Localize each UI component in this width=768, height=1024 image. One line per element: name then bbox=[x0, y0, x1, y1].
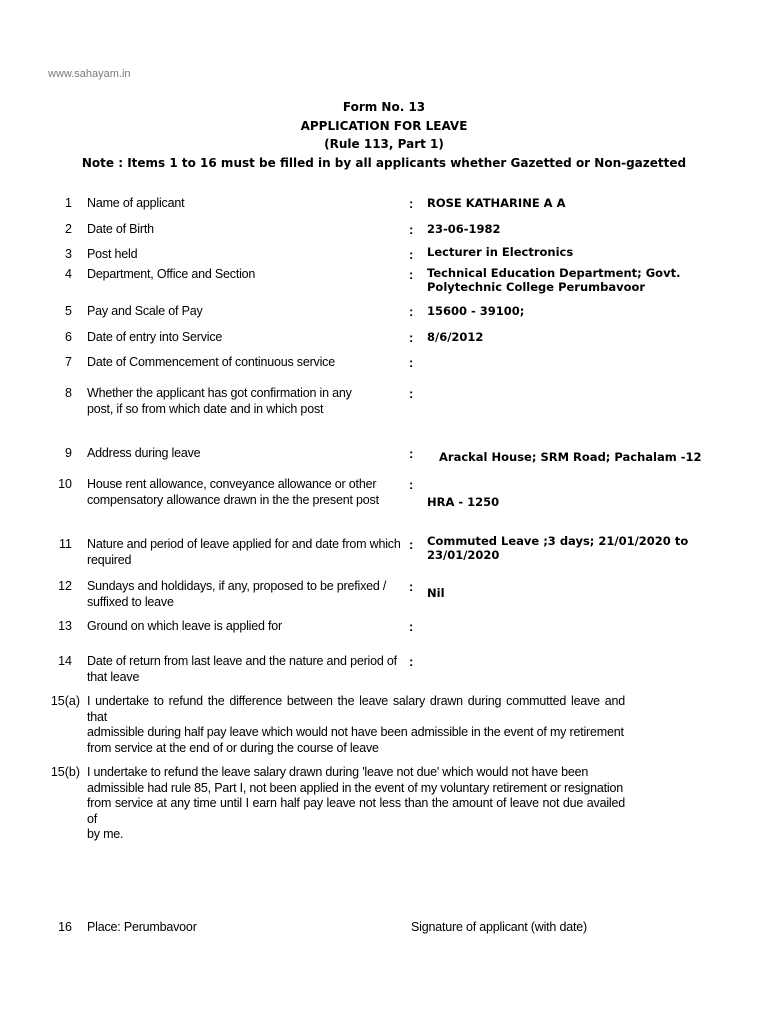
watermark: www.sahayam.in bbox=[48, 68, 131, 80]
item-colon: : bbox=[409, 196, 414, 211]
item-label: Name of applicant bbox=[87, 196, 185, 210]
item-number: 8 bbox=[65, 386, 72, 400]
item-value: Arackal House; SRM Road; Pachalam -12 bbox=[439, 450, 702, 464]
item-value: Nil bbox=[427, 586, 445, 600]
item-label: Date of entry into Service bbox=[87, 330, 223, 344]
item-value: ROSE KATHARINE A A bbox=[427, 196, 566, 210]
item-label: Post held bbox=[87, 247, 138, 261]
form-rule: (Rule 113, Part 1) bbox=[324, 137, 444, 151]
item-label: Department, Office and Section bbox=[87, 267, 256, 281]
item-label: Nature and period of leave applied for and date from which bbox=[87, 537, 401, 551]
item-colon: : bbox=[409, 355, 414, 370]
item-colon: : bbox=[409, 619, 414, 634]
item-label: House rent allowance, conveyance allowance or other bbox=[87, 477, 377, 491]
signature-label: Signature of applicant (with date) bbox=[411, 920, 587, 934]
form-note: Note : Items 1 to 16 must be filled in by all applicants whether Gazetted or Non-gazetted bbox=[81, 156, 687, 170]
item-colon: : bbox=[409, 579, 414, 594]
item-label: Date of return from last leave and the nature and period of bbox=[87, 654, 397, 668]
item-colon: : bbox=[409, 247, 414, 262]
item-number: 2 bbox=[65, 222, 72, 236]
place-label: Place: Perumbavoor bbox=[87, 920, 197, 934]
item-label: Date of Commencement of continuous service bbox=[87, 355, 335, 369]
item-colon: : bbox=[409, 304, 414, 319]
item-colon: : bbox=[409, 222, 414, 237]
item-number: 4 bbox=[65, 267, 72, 281]
item-number: 7 bbox=[65, 355, 72, 369]
item-colon: : bbox=[409, 654, 414, 669]
item-label: required bbox=[87, 552, 132, 567]
item-number: 13 bbox=[58, 619, 72, 633]
item-number: 1 bbox=[65, 196, 72, 210]
item-label: Whether the applicant has got confirmation in any bbox=[87, 386, 352, 400]
undertaking-15b bbox=[87, 765, 625, 843]
form-title: APPLICATION FOR LEAVE bbox=[300, 119, 468, 133]
item-label: Ground on which leave is applied for bbox=[87, 619, 283, 633]
item-label: that leave bbox=[87, 669, 140, 684]
item-number: 5 bbox=[65, 304, 72, 318]
item-value: Polytechnic College Perumbavoor bbox=[427, 279, 646, 294]
item-colon: : bbox=[409, 330, 414, 345]
undertaking-line: I undertake to refund the difference between the leave salary drawn during commutted leave and that bbox=[87, 694, 625, 724]
item-number: 10 bbox=[58, 477, 72, 491]
undertaking-line: I undertake to refund the leave salary drawn during 'leave not due' which would not have been bbox=[87, 765, 589, 779]
item-label: suffixed to leave bbox=[87, 594, 174, 609]
item-label: Sundays and holdidays, if any, proposed to be prefixed / bbox=[87, 579, 387, 593]
item-value: Commuted Leave ;3 days; 21/01/2020 to bbox=[427, 534, 689, 548]
undertaking-line: admissible during half pay leave which would not have been admissible in the event of my retirement bbox=[87, 725, 624, 739]
undertaking-line: by me. bbox=[87, 827, 124, 841]
item-number: 3 bbox=[65, 247, 72, 261]
item-number: 11 bbox=[59, 537, 72, 551]
item-value: 23-06-1982 bbox=[427, 222, 501, 236]
item-number: 14 bbox=[58, 654, 72, 668]
item-label: Pay and Scale of Pay bbox=[87, 304, 203, 318]
item-colon: : bbox=[409, 267, 414, 282]
item-number-15a: 15(a) bbox=[50, 694, 80, 708]
undertaking-line: from service at any time until I earn half pay leave not less than the amount of leave not due availed of bbox=[87, 796, 625, 826]
undertaking-line: admissible had rule 85, Part I, not been applied in the event of my voluntary retirement or resignation bbox=[87, 780, 623, 795]
item-value: Technical Education Department; Govt. bbox=[427, 266, 681, 280]
item-label: Address during leave bbox=[87, 446, 201, 460]
item-colon: : bbox=[409, 386, 414, 401]
item-number: 6 bbox=[65, 330, 72, 344]
item-colon: : bbox=[409, 446, 414, 461]
item-number-16: 16 bbox=[58, 920, 72, 934]
item-value: 23/01/2020 bbox=[427, 547, 500, 562]
form-number: Form No. 13 bbox=[342, 100, 426, 114]
item-number: 9 bbox=[65, 446, 72, 460]
item-value: 15600 - 39100; bbox=[427, 304, 525, 318]
item-label: post, if so from which date and in which post bbox=[87, 401, 324, 416]
item-colon: : bbox=[409, 477, 414, 492]
item-value: HRA - 1250 bbox=[427, 495, 500, 509]
item-number: 12 bbox=[58, 579, 72, 593]
item-value: 8/6/2012 bbox=[427, 330, 484, 344]
item-label: compensatory allowance drawn in the the present post bbox=[87, 492, 379, 507]
item-label: Date of Birth bbox=[87, 222, 154, 236]
item-number-15b: 15(b) bbox=[50, 765, 80, 779]
item-colon: : bbox=[409, 537, 414, 552]
undertaking-15a bbox=[87, 694, 625, 756]
undertaking-line: from service at the end of or during the course of leave bbox=[87, 740, 379, 755]
item-value: Lecturer in Electronics bbox=[427, 245, 574, 259]
